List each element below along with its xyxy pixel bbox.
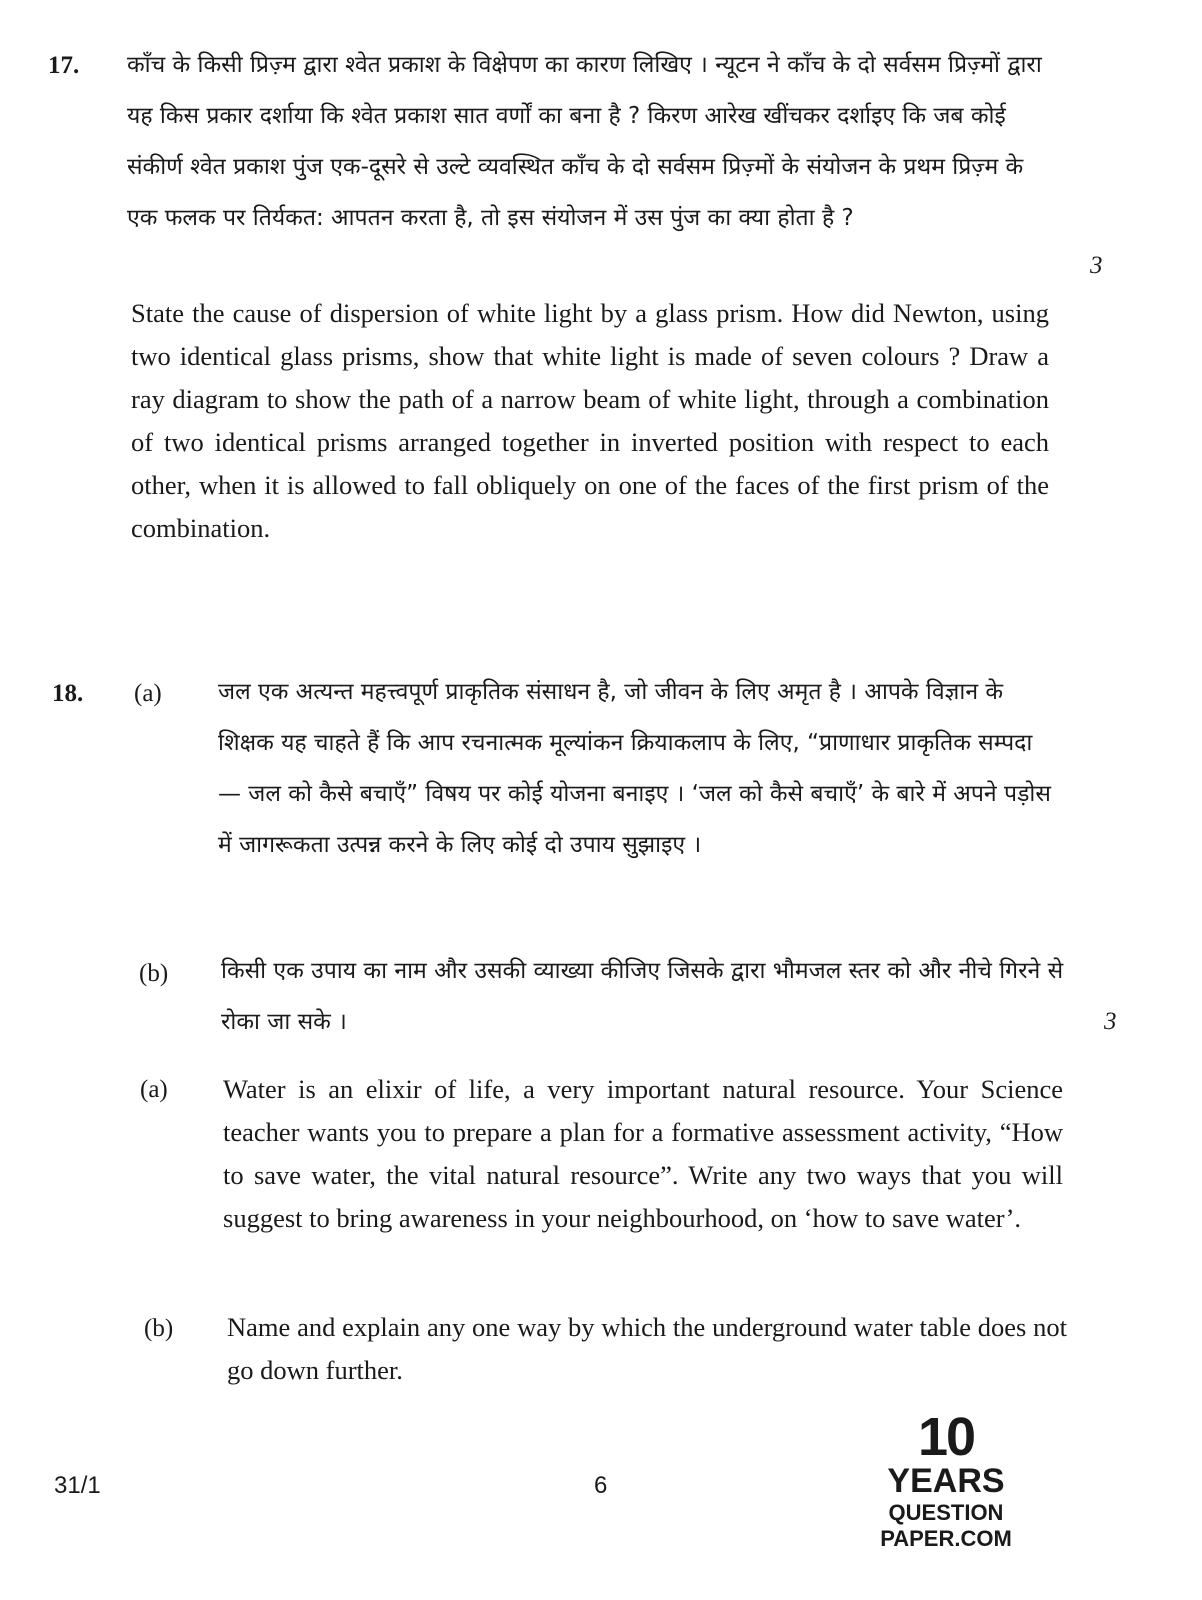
question-18-hindi-a-label: (a) <box>134 680 162 707</box>
logo-number: 10 <box>917 1407 975 1467</box>
question-18-english-b-text: Name and explain any one way by which the underground water table does not go down further. <box>227 1312 1067 1385</box>
page-number: 6 <box>594 1472 608 1499</box>
paper-code: 31/1 <box>54 1472 101 1499</box>
question-18-english-a-label: (a) <box>140 1076 168 1103</box>
question-18-english-a-text: Water is an elixir of life, a very important natural resource. Your Science teacher wants you to prepare a plan for a formative assessment activity, “How to save water, the vital natural resource”. Write any two ways that you will suggest to bring awareness in your neighbourhood, on ‘how to save water’. <box>223 1074 1063 1233</box>
question-18-hindi-b-text: किसी एक उपाय का नाम और उसकी व्याख्या कीजिए जिसके द्वारा भौमजल स्तर को और नीचे गिरने से रोका जा सके । <box>221 958 1064 1035</box>
question-17-hindi-text: काँच के किसी प्रिज़्म द्वारा श्वेत प्रकाश के विक्षेपण का कारण लिखिए । न्यूटन ने काँच के दो सर्वसम प्रिज़्मों द्वारा यह किस प्रकार दर्शाया कि श्वेत प्रकाश सात वर्णों का बना है ? किरण आरेख खींचकर दर्शाइए कि जब कोई संकीर्ण श्वेत प्रकाश पुंज एक-दूसरे से उल्टे व्यवस्थित काँच के दो सर्वसम प्रिज़्मों के संयोजन के प्रथम प्रिज़्म के एक फलक पर तिर्यकत: आपतन करता है, तो इस संयोजन में उस पुंज का क्या होता है ? <box>127 52 1042 231</box>
question-17-number: 17. <box>48 52 80 79</box>
question-17-marks: 3 <box>1090 252 1103 279</box>
watermark-logo <box>826 1407 1066 1552</box>
question-18-hindi-b-label: (b) <box>139 960 169 987</box>
question-18-marks: 3 <box>1104 1008 1117 1035</box>
logo-site: QUESTION PAPER.COM <box>880 1500 1012 1551</box>
question-18-number: 18. <box>52 680 84 707</box>
logo-years: YEARS <box>887 1462 1005 1500</box>
question-18-hindi-a-text: जल एक अत्यन्त महत्त्वपूर्ण प्राकृतिक संसाधन है, जो जीवन के लिए अमृत है । आपके विज्ञान के शिक्षक यह चाहते हैं कि आप रचनात्मक मूल्यांकन क्रियाकलाप के लिए, “प्राणाधार प्राकृतिक सम्पदा — जल को कैसे बचाएँ” विषय पर कोई योजना बनाइए । ‘जल को कैसे बचाएँ’ के बारे में अपने पड़ोस में जागरूकता उत्पन्न करने के लिए कोई दो उपाय सुझाइए । <box>218 679 1051 858</box>
question-17-english-text: State the cause of dispersion of white light by a glass prism. How did Newton, using two identical glass prisms, show that white light is made of seven colours ? Draw a ray diagram to show the path of a narrow beam of white light, through a combination of two identical prisms arranged together in inverted position with respect to each other, when it is allowed to fall obliquely on one of the faces of the first prism of the combination. <box>131 298 1049 543</box>
question-18-english-b-label: (b) <box>144 1315 174 1342</box>
